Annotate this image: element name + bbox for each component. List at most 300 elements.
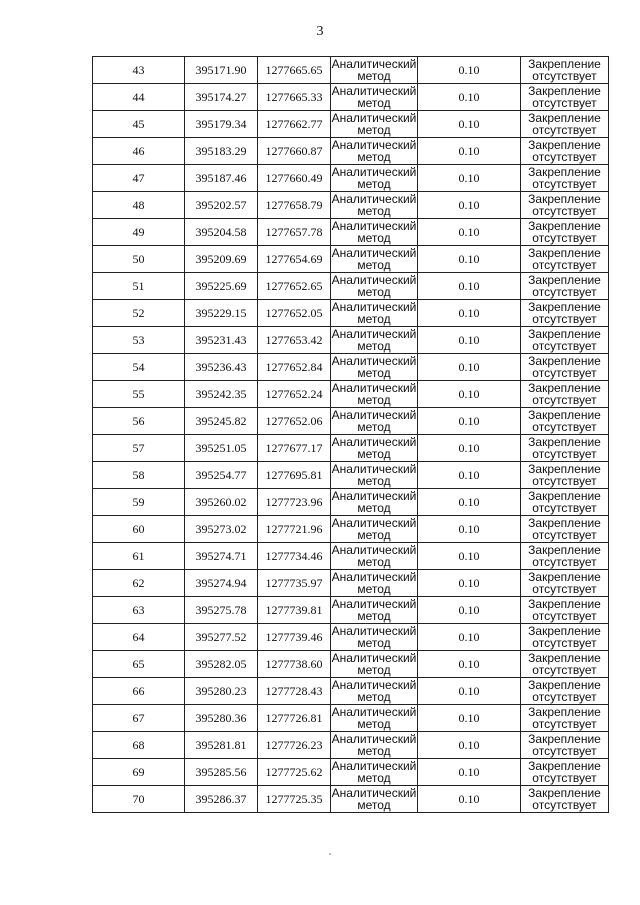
table-row: [93, 327, 609, 354]
method-line1: Аналитический: [331, 678, 417, 692]
method-line1: Аналитический: [331, 732, 417, 746]
accuracy-cell: 0.10: [418, 354, 521, 381]
fix-line2: отсутствует: [532, 663, 597, 677]
table-row: [93, 597, 609, 624]
fix-line1: Закрепление: [528, 300, 601, 314]
fix-line1: Закрепление: [528, 516, 601, 530]
table-row: [93, 678, 609, 705]
fix-line1: Закрепление: [528, 435, 601, 449]
fix-line2: отсутствует: [532, 393, 597, 407]
coordinate-x: 395204.58: [185, 219, 258, 246]
scan-speck: [329, 853, 331, 855]
accuracy-cell: 0.10: [418, 111, 521, 138]
fix-line2: отсутствует: [532, 447, 597, 461]
method-line2: метод: [357, 204, 391, 218]
fix-line1: Закрепление: [528, 57, 601, 71]
fix-line1: Закрепление: [528, 678, 601, 692]
table-row: [93, 435, 609, 462]
method-line1: Аналитический: [331, 327, 417, 341]
coordinate-y: 1277734.46: [258, 543, 331, 570]
fix-line2: отсутствует: [532, 366, 597, 380]
method-cell: [331, 111, 418, 138]
accuracy-cell: 0.10: [418, 273, 521, 300]
method-cell: [331, 489, 418, 516]
point-number: 60: [93, 516, 185, 543]
method-line2: метод: [357, 690, 391, 704]
fix-line1: Закрепление: [528, 111, 601, 125]
fix-line2: отсутствует: [532, 258, 597, 272]
fix-line2: отсутствует: [532, 771, 597, 785]
method-line1: Аналитический: [331, 192, 417, 206]
method-cell: [331, 165, 418, 192]
table-row: [93, 273, 609, 300]
method-line1: Аналитический: [331, 597, 417, 611]
table-row: [93, 57, 609, 84]
page-number: 3: [316, 24, 324, 39]
method-line1: Аналитический: [331, 408, 417, 422]
point-number: 51: [93, 273, 185, 300]
method-line1: Аналитический: [331, 381, 417, 395]
coordinate-y: 1277657.78: [258, 219, 331, 246]
fixation-cell: [521, 84, 609, 111]
table-row: [93, 759, 609, 786]
coordinate-y: 1277652.06: [258, 408, 331, 435]
accuracy-cell: 0.10: [418, 624, 521, 651]
method-line1: Аналитический: [331, 111, 417, 125]
coordinate-y: 1277738.60: [258, 651, 331, 678]
coordinate-x: 395273.02: [185, 516, 258, 543]
fix-line2: отсутствует: [532, 501, 597, 515]
fix-line1: Закрепление: [528, 462, 601, 476]
fix-line1: Закрепление: [528, 273, 601, 287]
fix-line2: отсутствует: [532, 123, 597, 137]
accuracy-cell: 0.10: [418, 705, 521, 732]
method-line1: Аналитический: [331, 219, 417, 233]
method-line2: метод: [357, 501, 391, 515]
point-number: 69: [93, 759, 185, 786]
coordinate-y: 1277652.05: [258, 300, 331, 327]
method-cell: [331, 759, 418, 786]
fixation-cell: [521, 327, 609, 354]
fix-line2: отсутствует: [532, 474, 597, 488]
fix-line1: Закрепление: [528, 408, 601, 422]
method-cell: [331, 435, 418, 462]
fix-line2: отсутствует: [532, 177, 597, 191]
table-row: [93, 381, 609, 408]
fixation-cell: [521, 597, 609, 624]
coordinate-y: 1277658.79: [258, 192, 331, 219]
method-line2: метод: [357, 555, 391, 569]
fix-line1: Закрепление: [528, 165, 601, 179]
coordinate-x: 395187.46: [185, 165, 258, 192]
coordinate-x: 395231.43: [185, 327, 258, 354]
method-line2: метод: [357, 771, 391, 785]
method-line1: Аналитический: [331, 759, 417, 773]
accuracy-cell: 0.10: [418, 597, 521, 624]
coordinate-x: 395274.94: [185, 570, 258, 597]
point-number: 64: [93, 624, 185, 651]
method-cell: [331, 381, 418, 408]
accuracy-cell: 0.10: [418, 570, 521, 597]
method-line1: Аналитический: [331, 543, 417, 557]
table-row: [93, 732, 609, 759]
fix-line1: Закрепление: [528, 192, 601, 206]
fix-line1: Закрепление: [528, 354, 601, 368]
fix-line1: Закрепление: [528, 570, 601, 584]
accuracy-cell: 0.10: [418, 408, 521, 435]
method-cell: [331, 246, 418, 273]
coordinate-y: 1277726.81: [258, 705, 331, 732]
fix-line2: отсутствует: [532, 744, 597, 758]
method-cell: [331, 57, 418, 84]
fix-line2: отсутствует: [532, 609, 597, 623]
method-cell: [331, 408, 418, 435]
fix-line1: Закрепление: [528, 84, 601, 98]
coordinate-x: 395260.02: [185, 489, 258, 516]
coordinate-y: 1277725.62: [258, 759, 331, 786]
method-line2: метод: [357, 123, 391, 137]
accuracy-cell: 0.10: [418, 57, 521, 84]
method-line2: метод: [357, 663, 391, 677]
coordinate-x: 395280.23: [185, 678, 258, 705]
method-cell: [331, 192, 418, 219]
table-row: [93, 165, 609, 192]
accuracy-cell: 0.10: [418, 300, 521, 327]
point-number: 46: [93, 138, 185, 165]
method-line1: Аналитический: [331, 786, 417, 800]
method-cell: [331, 651, 418, 678]
fix-line1: Закрепление: [528, 543, 601, 557]
accuracy-cell: 0.10: [418, 732, 521, 759]
accuracy-cell: 0.10: [418, 192, 521, 219]
method-line2: метод: [357, 798, 391, 812]
point-number: 67: [93, 705, 185, 732]
method-cell: [331, 354, 418, 381]
method-line2: метод: [357, 150, 391, 164]
table-row: [93, 705, 609, 732]
fix-line2: отсутствует: [532, 420, 597, 434]
method-line1: Аналитический: [331, 435, 417, 449]
method-line2: метод: [357, 312, 391, 326]
coordinate-x: 395281.81: [185, 732, 258, 759]
table-row: [93, 408, 609, 435]
method-line2: метод: [357, 339, 391, 353]
accuracy-cell: 0.10: [418, 543, 521, 570]
fix-line2: отсутствует: [532, 636, 597, 650]
fix-line2: отсутствует: [532, 555, 597, 569]
method-line2: метод: [357, 366, 391, 380]
fix-line2: отсутствует: [532, 690, 597, 704]
method-cell: [331, 300, 418, 327]
point-number: 50: [93, 246, 185, 273]
coordinate-x: 395275.78: [185, 597, 258, 624]
method-line2: метод: [357, 717, 391, 731]
fix-line1: Закрепление: [528, 651, 601, 665]
method-line2: метод: [357, 177, 391, 191]
accuracy-cell: 0.10: [418, 759, 521, 786]
method-line1: Аналитический: [331, 489, 417, 503]
coordinates-table: [92, 56, 609, 813]
point-number: 57: [93, 435, 185, 462]
method-line2: метод: [357, 744, 391, 758]
coordinate-x: 395202.57: [185, 192, 258, 219]
point-number: 56: [93, 408, 185, 435]
table-row: [93, 246, 609, 273]
point-number: 68: [93, 732, 185, 759]
coordinate-x: 395280.36: [185, 705, 258, 732]
coordinate-y: 1277735.97: [258, 570, 331, 597]
point-number: 53: [93, 327, 185, 354]
fix-line1: Закрепление: [528, 381, 601, 395]
coordinate-x: 395229.15: [185, 300, 258, 327]
accuracy-cell: 0.10: [418, 165, 521, 192]
fix-line2: отсутствует: [532, 96, 597, 110]
method-line1: Аналитический: [331, 516, 417, 530]
fix-line2: отсутствует: [532, 69, 597, 83]
fix-line1: Закрепление: [528, 732, 601, 746]
method-cell: [331, 705, 418, 732]
coordinate-x: 395225.69: [185, 273, 258, 300]
method-cell: [331, 732, 418, 759]
method-line2: метод: [357, 420, 391, 434]
fix-line1: Закрепление: [528, 138, 601, 152]
fixation-cell: [521, 408, 609, 435]
method-line2: метод: [357, 447, 391, 461]
fixation-cell: [521, 381, 609, 408]
point-number: 61: [93, 543, 185, 570]
point-number: 49: [93, 219, 185, 246]
fix-line1: Закрепление: [528, 705, 601, 719]
method-cell: [331, 570, 418, 597]
fix-line1: Закрепление: [528, 219, 601, 233]
fixation-cell: [521, 678, 609, 705]
fixation-cell: [521, 57, 609, 84]
coordinate-x: 395274.71: [185, 543, 258, 570]
method-line2: метод: [357, 69, 391, 83]
coordinate-x: 395171.90: [185, 57, 258, 84]
method-line1: Аналитический: [331, 57, 417, 71]
accuracy-cell: 0.10: [418, 246, 521, 273]
accuracy-cell: 0.10: [418, 462, 521, 489]
accuracy-cell: 0.10: [418, 678, 521, 705]
coordinate-y: 1277654.69: [258, 246, 331, 273]
fixation-cell: [521, 543, 609, 570]
method-cell: [331, 597, 418, 624]
fixation-cell: [521, 165, 609, 192]
fixation-cell: [521, 300, 609, 327]
coordinate-x: 395183.29: [185, 138, 258, 165]
point-number: 48: [93, 192, 185, 219]
point-number: 66: [93, 678, 185, 705]
point-number: 63: [93, 597, 185, 624]
fixation-cell: [521, 435, 609, 462]
coordinate-y: 1277739.81: [258, 597, 331, 624]
coordinate-y: 1277725.35: [258, 786, 331, 813]
table-row: [93, 651, 609, 678]
method-cell: [331, 138, 418, 165]
fixation-cell: [521, 246, 609, 273]
table-row: [93, 300, 609, 327]
fixation-cell: [521, 705, 609, 732]
method-cell: [331, 516, 418, 543]
method-line2: метод: [357, 258, 391, 272]
fixation-cell: [521, 354, 609, 381]
method-line1: Аналитический: [331, 624, 417, 638]
coordinate-x: 395254.77: [185, 462, 258, 489]
accuracy-cell: 0.10: [418, 84, 521, 111]
point-number: 47: [93, 165, 185, 192]
fixation-cell: [521, 138, 609, 165]
table-row: [93, 219, 609, 246]
accuracy-cell: 0.10: [418, 138, 521, 165]
coordinate-y: 1277660.49: [258, 165, 331, 192]
coordinate-x: 395236.43: [185, 354, 258, 381]
method-cell: [331, 786, 418, 813]
table-row: [93, 489, 609, 516]
method-cell: [331, 327, 418, 354]
method-line1: Аналитический: [331, 300, 417, 314]
coordinate-x: 395209.69: [185, 246, 258, 273]
fix-line2: отсутствует: [532, 798, 597, 812]
coordinate-y: 1277652.65: [258, 273, 331, 300]
fix-line2: отсутствует: [532, 285, 597, 299]
method-cell: [331, 462, 418, 489]
point-number: 62: [93, 570, 185, 597]
method-line1: Аналитический: [331, 651, 417, 665]
point-number: 45: [93, 111, 185, 138]
point-number: 43: [93, 57, 185, 84]
table-row: [93, 543, 609, 570]
point-number: 65: [93, 651, 185, 678]
point-number: 44: [93, 84, 185, 111]
method-line2: метод: [357, 393, 391, 407]
table-row: [93, 516, 609, 543]
method-cell: [331, 84, 418, 111]
table-row: [93, 111, 609, 138]
coordinate-x: 395282.05: [185, 651, 258, 678]
coordinate-y: 1277721.96: [258, 516, 331, 543]
coordinate-x: 395245.82: [185, 408, 258, 435]
fixation-cell: [521, 624, 609, 651]
fix-line2: отсутствует: [532, 339, 597, 353]
fixation-cell: [521, 570, 609, 597]
accuracy-cell: 0.10: [418, 381, 521, 408]
coordinate-x: 395174.27: [185, 84, 258, 111]
method-line2: метод: [357, 96, 391, 110]
fixation-cell: [521, 651, 609, 678]
fixation-cell: [521, 273, 609, 300]
fixation-cell: [521, 516, 609, 543]
table-row: [93, 624, 609, 651]
fix-line2: отсутствует: [532, 528, 597, 542]
coordinate-y: 1277665.65: [258, 57, 331, 84]
fix-line2: отсутствует: [532, 717, 597, 731]
fix-line1: Закрепление: [528, 759, 601, 773]
point-number: 58: [93, 462, 185, 489]
method-line1: Аналитический: [331, 705, 417, 719]
method-line2: метод: [357, 582, 391, 596]
method-line1: Аналитический: [331, 570, 417, 584]
table-row: [93, 138, 609, 165]
coordinate-x: 395285.56: [185, 759, 258, 786]
accuracy-cell: 0.10: [418, 327, 521, 354]
coordinate-y: 1277726.23: [258, 732, 331, 759]
fixation-cell: [521, 786, 609, 813]
coordinate-x: 395251.05: [185, 435, 258, 462]
coordinate-y: 1277665.33: [258, 84, 331, 111]
accuracy-cell: 0.10: [418, 219, 521, 246]
coordinate-y: 1277662.77: [258, 111, 331, 138]
fix-line2: отсутствует: [532, 150, 597, 164]
fix-line2: отсутствует: [532, 204, 597, 218]
coordinate-y: 1277739.46: [258, 624, 331, 651]
method-cell: [331, 678, 418, 705]
fix-line2: отсутствует: [532, 312, 597, 326]
table-row: [93, 354, 609, 381]
method-line2: метод: [357, 285, 391, 299]
table-row: [93, 570, 609, 597]
point-number: 54: [93, 354, 185, 381]
accuracy-cell: 0.10: [418, 651, 521, 678]
coordinate-y: 1277677.17: [258, 435, 331, 462]
method-line1: Аналитический: [331, 246, 417, 260]
method-line1: Аналитический: [331, 138, 417, 152]
method-line1: Аналитический: [331, 462, 417, 476]
coordinate-y: 1277652.84: [258, 354, 331, 381]
accuracy-cell: 0.10: [418, 489, 521, 516]
point-number: 52: [93, 300, 185, 327]
table-row: [93, 84, 609, 111]
table-row: [93, 192, 609, 219]
fix-line2: отсутствует: [532, 231, 597, 245]
point-number: 59: [93, 489, 185, 516]
coordinate-x: 395286.37: [185, 786, 258, 813]
fix-line1: Закрепление: [528, 597, 601, 611]
accuracy-cell: 0.10: [418, 435, 521, 462]
method-cell: [331, 543, 418, 570]
method-line2: метод: [357, 474, 391, 488]
fixation-cell: [521, 219, 609, 246]
method-line2: метод: [357, 609, 391, 623]
point-number: 70: [93, 786, 185, 813]
fixation-cell: [521, 489, 609, 516]
method-cell: [331, 219, 418, 246]
fixation-cell: [521, 111, 609, 138]
table-body: [93, 57, 609, 813]
fixation-cell: [521, 759, 609, 786]
method-line1: Аналитический: [331, 354, 417, 368]
method-cell: [331, 624, 418, 651]
fix-line1: Закрепление: [528, 489, 601, 503]
fixation-cell: [521, 462, 609, 489]
method-cell: [331, 273, 418, 300]
fix-line1: Закрепление: [528, 246, 601, 260]
method-line2: метод: [357, 528, 391, 542]
coordinate-y: 1277728.43: [258, 678, 331, 705]
fixation-cell: [521, 192, 609, 219]
coordinate-y: 1277695.81: [258, 462, 331, 489]
fix-line1: Закрепление: [528, 786, 601, 800]
coordinate-x: 395242.35: [185, 381, 258, 408]
coordinate-y: 1277653.42: [258, 327, 331, 354]
coordinate-x: 395179.34: [185, 111, 258, 138]
fix-line1: Закрепление: [528, 624, 601, 638]
fix-line2: отсутствует: [532, 582, 597, 596]
coordinate-x: 395277.52: [185, 624, 258, 651]
table-row: [93, 462, 609, 489]
coordinate-y: 1277723.96: [258, 489, 331, 516]
method-line2: метод: [357, 636, 391, 650]
